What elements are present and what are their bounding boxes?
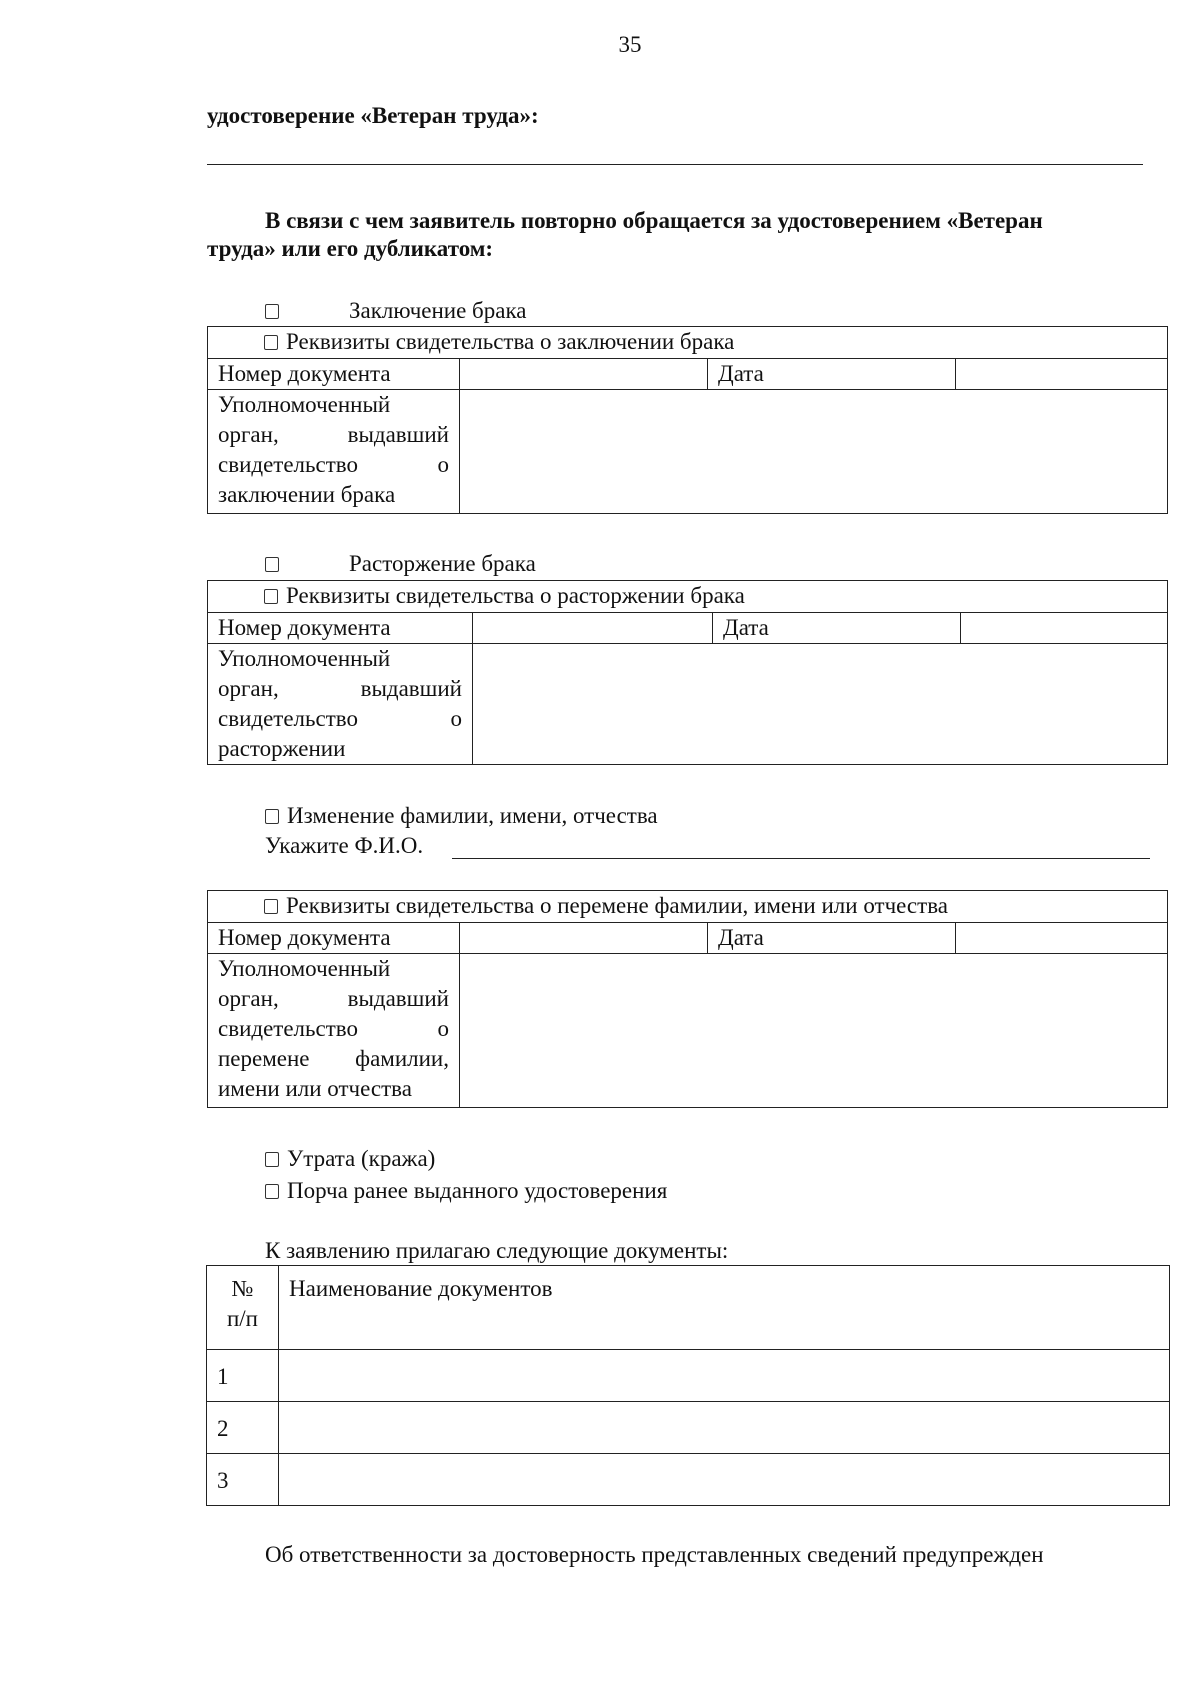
col-num-line2: п/п	[226, 1306, 258, 1331]
divorce-details-checkbox[interactable]	[264, 589, 278, 604]
attachment-row-name-field[interactable]	[279, 1350, 1170, 1402]
attachment-row-name-field[interactable]	[279, 1402, 1170, 1454]
section-heading: удостоверение «Ветеран труда»:	[207, 103, 539, 128]
attachments-col-name-header: Наименование документов	[279, 1266, 1170, 1350]
organ-line: заключении брака	[218, 482, 396, 507]
specify-fio-label: Укажите Ф.И.О.	[265, 833, 424, 858]
organ-word: свидетельство	[218, 452, 358, 477]
marriage-date-label: Дата	[708, 359, 956, 390]
marriage-table-title	[208, 327, 1168, 359]
organ-word: свидетельство	[218, 1016, 358, 1041]
name-change-option-label: Изменение фамилии, имени, отчества	[287, 803, 658, 828]
heading-underline	[207, 164, 1143, 165]
attachments-col-num-header	[207, 1266, 279, 1350]
name-change-number-label: Номер документа	[208, 923, 460, 954]
attachment-row-num: 2	[207, 1402, 279, 1454]
divorce-date-label: Дата	[713, 613, 961, 644]
attachments-intro: К заявлению прилагаю следующие документы:	[265, 1238, 729, 1263]
organ-word: свидетельство	[218, 706, 358, 731]
marriage-number-label: Номер документа	[208, 359, 460, 390]
name-change-date-label: Дата	[708, 923, 956, 954]
damage-checkbox[interactable]	[265, 1184, 279, 1199]
marriage-details-checkbox[interactable]	[264, 335, 278, 350]
organ-word: орган,	[218, 422, 279, 447]
damage-option-label: Порча ранее выданного удостоверения	[287, 1178, 668, 1203]
marriage-certificate-table	[207, 326, 1168, 514]
organ-word: фамилии,	[355, 1046, 449, 1071]
organ-word: орган,	[218, 676, 279, 701]
organ-word: о	[437, 452, 449, 477]
organ-word: орган,	[218, 986, 279, 1011]
name-change-certificate-table	[207, 890, 1168, 1108]
marriage-date-field[interactable]	[956, 359, 1168, 390]
organ-word: выдавший	[347, 422, 449, 447]
organ-word: перемене	[218, 1046, 310, 1071]
attachments-table	[206, 1265, 1170, 1506]
divorce-organ-field[interactable]	[473, 644, 1168, 765]
organ-word: о	[450, 706, 462, 731]
organ-line: расторжении	[218, 736, 346, 761]
option-damage[interactable]	[265, 1178, 667, 1204]
name-change-organ-label	[208, 954, 460, 1108]
organ-line: Уполномоченный	[218, 392, 391, 417]
loss-checkbox[interactable]	[265, 1152, 279, 1167]
option-loss[interactable]	[265, 1146, 435, 1172]
divorce-checkbox[interactable]	[265, 557, 279, 572]
reason-text-line2: труда» или его дубликатом:	[207, 236, 494, 261]
organ-word: выдавший	[347, 986, 449, 1011]
marriage-organ-field[interactable]	[460, 390, 1168, 514]
divorce-number-field[interactable]	[473, 613, 713, 644]
attachment-row-num: 3	[207, 1454, 279, 1506]
divorce-table-title	[208, 581, 1168, 613]
organ-line: Уполномоченный	[218, 956, 391, 981]
organ-line: Уполномоченный	[218, 646, 391, 671]
loss-option-label: Утрата (кража)	[287, 1146, 436, 1171]
marriage-organ-label	[208, 390, 460, 514]
reason-text-line1: В связи с чем заявитель повторно обращается за удостоверением «Ветеран	[265, 208, 1043, 233]
marriage-table-title-label: Реквизиты свидетельства о заключении брака	[286, 329, 735, 354]
name-change-organ-field[interactable]	[460, 954, 1168, 1108]
option-marriage[interactable]	[265, 298, 527, 324]
organ-word: выдавший	[360, 676, 462, 701]
name-change-date-field[interactable]	[956, 923, 1168, 954]
name-change-table-title-label: Реквизиты свидетельства о перемене фамилии, имени или отчества	[286, 893, 948, 918]
organ-word: о	[437, 1016, 449, 1041]
name-change-checkbox[interactable]	[265, 809, 279, 824]
marriage-option-label: Заключение брака	[349, 298, 527, 323]
divorce-table-title-label: Реквизиты свидетельства о расторжении брака	[286, 583, 745, 608]
fio-input-line[interactable]	[452, 858, 1150, 859]
divorce-date-field[interactable]	[961, 613, 1168, 644]
divorce-option-label: Расторжение брака	[349, 551, 536, 576]
marriage-checkbox[interactable]	[265, 304, 279, 319]
name-change-details-checkbox[interactable]	[264, 899, 278, 914]
marriage-number-field[interactable]	[460, 359, 708, 390]
name-change-number-field[interactable]	[460, 923, 708, 954]
organ-line: имени или отчества	[218, 1076, 412, 1101]
divorce-organ-label	[208, 644, 473, 765]
name-change-table-title	[208, 891, 1168, 923]
page-number: 35	[618, 32, 642, 57]
divorce-number-label: Номер документа	[208, 613, 473, 644]
responsibility-text: Об ответственности за достоверность представленных сведений предупрежден	[265, 1542, 1044, 1567]
option-divorce[interactable]	[265, 551, 536, 577]
attachment-row-name-field[interactable]	[279, 1454, 1170, 1506]
option-name-change[interactable]	[265, 803, 658, 829]
divorce-certificate-table	[207, 580, 1168, 765]
col-num-line1: №	[231, 1276, 254, 1301]
attachment-row-num: 1	[207, 1350, 279, 1402]
